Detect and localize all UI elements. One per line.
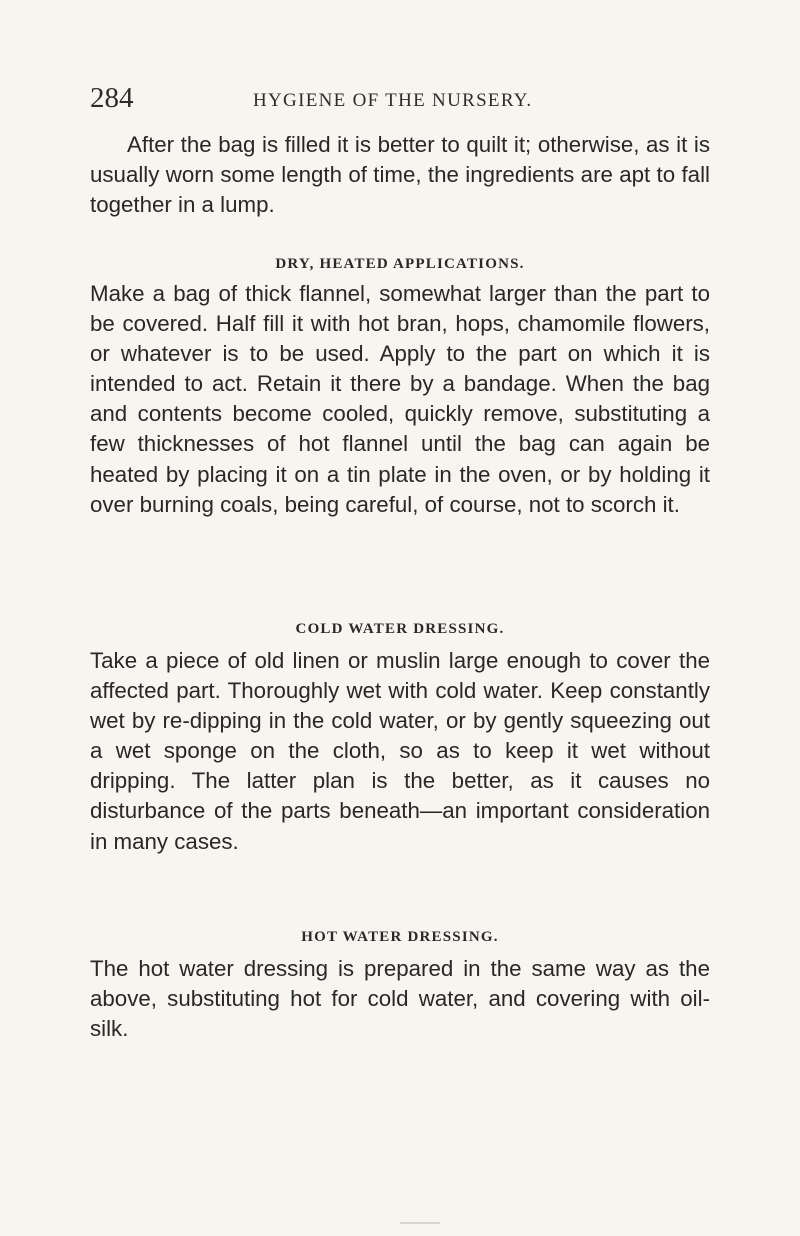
running-title: HYGIENE OF THE NURSERY. [253,90,533,111]
page-mark [400,1222,440,1224]
heading-hot-water-dressing: HOT WATER DRESSING. [301,929,499,945]
page-number: 284 [90,82,134,114]
heading-dry-heated-applications: DRY, HEATED APPLICATIONS. [275,256,525,272]
page-header [90,82,710,122]
paragraph-quilt-bag: After the bag is filled it is better to quilt it; otherwise, as it is usually worn some length of time, the ingredients are apt to fall together in a lump. [90,132,710,218]
paragraph-hot-water-dressing: The hot water dressing is prepared in the same way as the above, substituting hot for cold water, and covering with oil-silk. [90,956,710,1042]
paragraph-dry-heated-applications: Make a bag of thick flannel, somewhat larger than the part to be covered. Half fill it with hot bran, hops, chamomile flowers, or whatever is to be used. Apply to the part on which it is intended to act. Retain it there by a bandage. When the bag and contents become cooled, quickly remove, substituting a few thicknesses of hot flannel until the bag can again be heated by placing it on a tin plate in the oven, or by holding it over burning coals, being careful, of course, not to scorch it. [90,281,710,517]
heading-cold-water-dressing: COLD WATER DRESSING. [295,621,505,637]
paragraph-cold-water-dressing: Take a piece of old linen or muslin large enough to cover the affected part. Thoroughly wet with cold water. Keep constantly wet by re-dipping in the cold water, or by gently squeezing out a wet sponge on the cloth, so as to keep it wet without dripping. The latter plan is the better, as it causes no disturbance of the parts beneath—an important consideration in many cases. [90,648,710,854]
